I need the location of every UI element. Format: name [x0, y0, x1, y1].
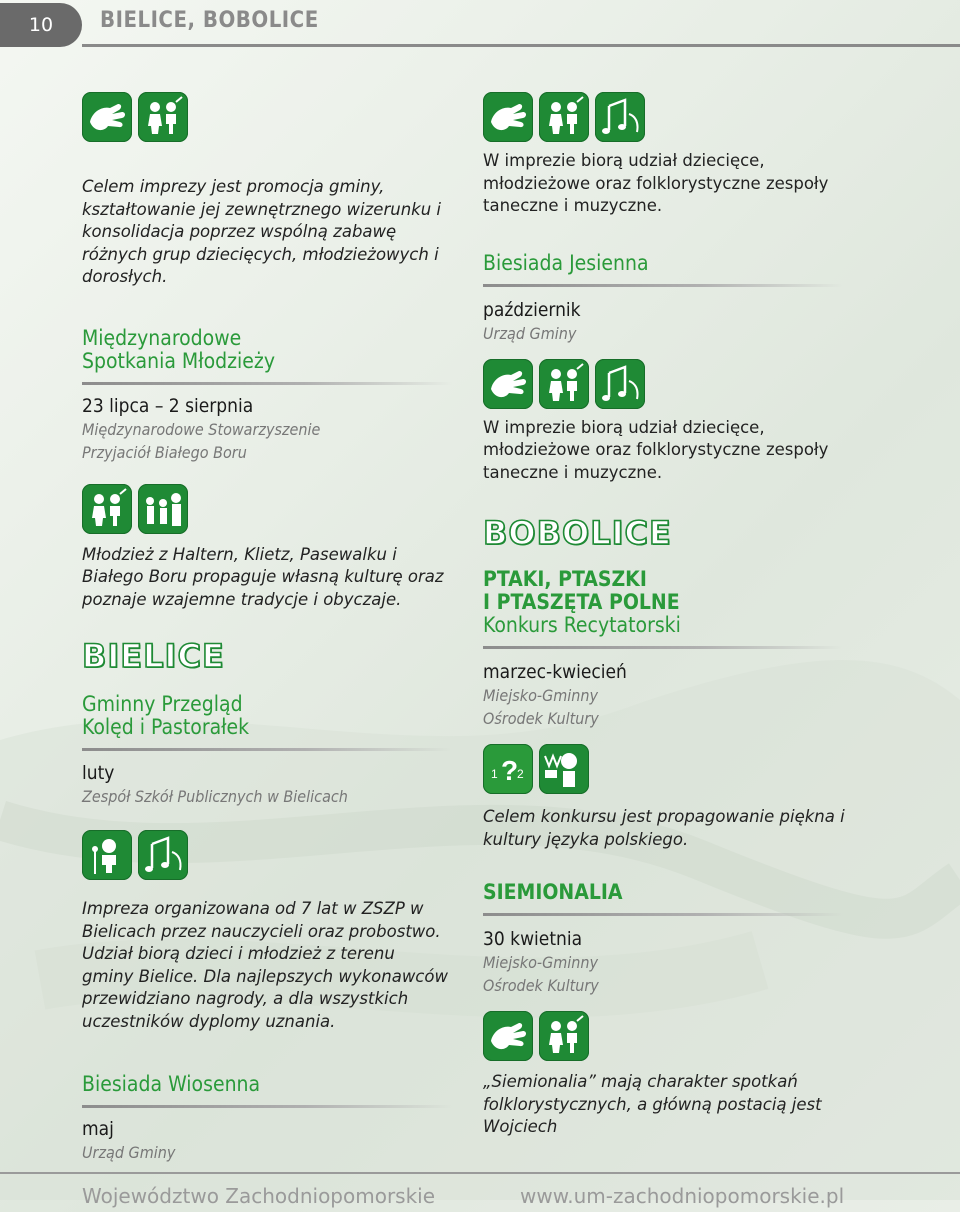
dancing-children-icon	[539, 92, 589, 142]
hands-icon	[483, 92, 533, 142]
event-rule	[483, 646, 843, 649]
hands-icon	[483, 1011, 533, 1061]
event-date: 30 kwietnia	[483, 928, 583, 950]
dancing-children-icon	[539, 1011, 589, 1061]
event-organizer-line1: Miejsko-Gminny	[483, 953, 599, 972]
icon-row-intro	[82, 92, 450, 142]
footer-rule	[0, 1172, 960, 1174]
left-column	[82, 92, 450, 1164]
event-title-line1: PTAKI, PTASZKI	[483, 567, 647, 591]
event-title-line3: Konkurs Recytatorski	[483, 613, 681, 637]
icon-row-event6	[483, 1011, 853, 1061]
event-rule	[82, 382, 452, 385]
reciting-child-icon	[539, 744, 589, 794]
quiz-question-icon	[483, 744, 533, 794]
dancing-children-icon	[539, 359, 589, 409]
event-date: maj	[82, 1118, 114, 1140]
event-title-line2: Spotkania Młodzieży	[82, 348, 276, 373]
event-organizer: Zespół Szkół Publicznych w Bielicach	[82, 787, 348, 806]
icon-row-top	[483, 92, 853, 142]
singer-microphone-icon	[82, 830, 132, 880]
event-organizer-line1: Miejsko-Gminny	[483, 686, 599, 705]
event-rule	[483, 284, 843, 287]
event-rule	[483, 913, 843, 916]
hands-icon	[483, 359, 533, 409]
event-organizer-line1: Międzynarodowe Stowarzyszenie	[82, 419, 321, 439]
event-organizer-line2: Ośrodek Kultury	[483, 709, 599, 728]
intro-text: W imprezie biorą udział dziecięce, młodzieżowe oraz folklorystyczne zespoły taneczne i muzyczne.	[483, 151, 829, 215]
event-title: Biesiada Wiosenna	[82, 1072, 261, 1096]
event-date: październik	[483, 298, 581, 321]
event-organizer: Urząd Gminy	[82, 1143, 176, 1162]
event-organizer-line2: Ośrodek Kultury	[483, 976, 599, 995]
event-organizer-line2: Przyjaciół Białego Boru	[82, 442, 247, 462]
event-rule	[82, 748, 452, 751]
intro-text: Celem imprezy jest promocja gminy, kształtowanie jej zewnętrznego wizerunku i konsolidacja poprzez wspólną zabawę różnych grup dziecięcych, młodzieżowych i dorosłych.	[82, 177, 441, 286]
dancing-children-icon	[82, 484, 132, 534]
event-date: luty	[82, 762, 115, 784]
right-column	[483, 92, 853, 1139]
footer-region-name: Województwo Zachodniopomorskie	[82, 1184, 436, 1208]
page-header-title: BIELICE, BOBOLICE	[100, 8, 319, 33]
icon-row-event2	[82, 830, 450, 880]
icon-row-event5	[483, 744, 853, 794]
event-organizer: Urząd Gminy	[483, 323, 577, 343]
hands-icon	[82, 92, 132, 142]
event-description: Impreza organizowana od 7 lat w ZSZP w Bielicach przez nauczycieli oraz probostwo. Udział biorą dzieci i młodzież z terenu gminy Bielice. Dla najlepszych wykonawców przewidziano nagrody, a dla wszystkich uczestników dyplomy uznania.	[82, 899, 448, 1031]
event-description: W imprezie biorą udział dziecięce, młodzieżowe oraz folklorystyczne zespoły taneczne i muzyczne.	[483, 417, 829, 482]
event-rule	[82, 1105, 452, 1108]
music-notes-icon	[138, 830, 188, 880]
event-description: Celem konkursu jest propagowanie piękna i kultury języka polskiego.	[483, 807, 845, 849]
event-description: Młodzież z Haltern, Klietz, Pasewalku i Białego Boru propaguje własną kulturę oraz poznaje wzajemne tradycje i obyczaje.	[82, 544, 444, 609]
event-title: Biesiada Jesienna	[483, 250, 649, 275]
section-heading-bobolice: BOBOLICE	[483, 514, 672, 552]
event-date: 23 lipca – 2 sierpnia	[82, 394, 254, 417]
event-title-line2: I PTASZĘTA POLNE	[483, 590, 680, 614]
event-title-line2: Kolęd i Pastorałek	[82, 715, 250, 739]
header-rule	[82, 44, 960, 47]
dancing-children-icon	[138, 92, 188, 142]
footer-website: www.um-zachodniopomorskie.pl	[520, 1184, 845, 1208]
icon-row-event1	[82, 484, 450, 534]
quiz-question-mark: ?	[501, 755, 519, 786]
event-date: marzec-kwiecień	[483, 661, 627, 683]
event-description: „Siemionalia” mają charakter spotkań folklorystycznych, a główną postacią jest Wojciech	[483, 1072, 822, 1136]
event-title-line1: Gminny Przegląd	[82, 692, 243, 716]
icon-row-event4	[483, 359, 853, 409]
quiz-number-two: 2	[517, 767, 524, 781]
music-notes-icon	[595, 92, 645, 142]
quiz-number-one: 1	[491, 767, 498, 781]
music-notes-icon	[595, 359, 645, 409]
youth-group-icon	[138, 484, 188, 534]
page-number: 10	[0, 3, 82, 47]
section-heading-bielice: BIELICE	[82, 637, 225, 675]
event-title: SIEMIONALIA	[483, 880, 623, 904]
event-title-line1: Międzynarodowe	[82, 325, 242, 350]
